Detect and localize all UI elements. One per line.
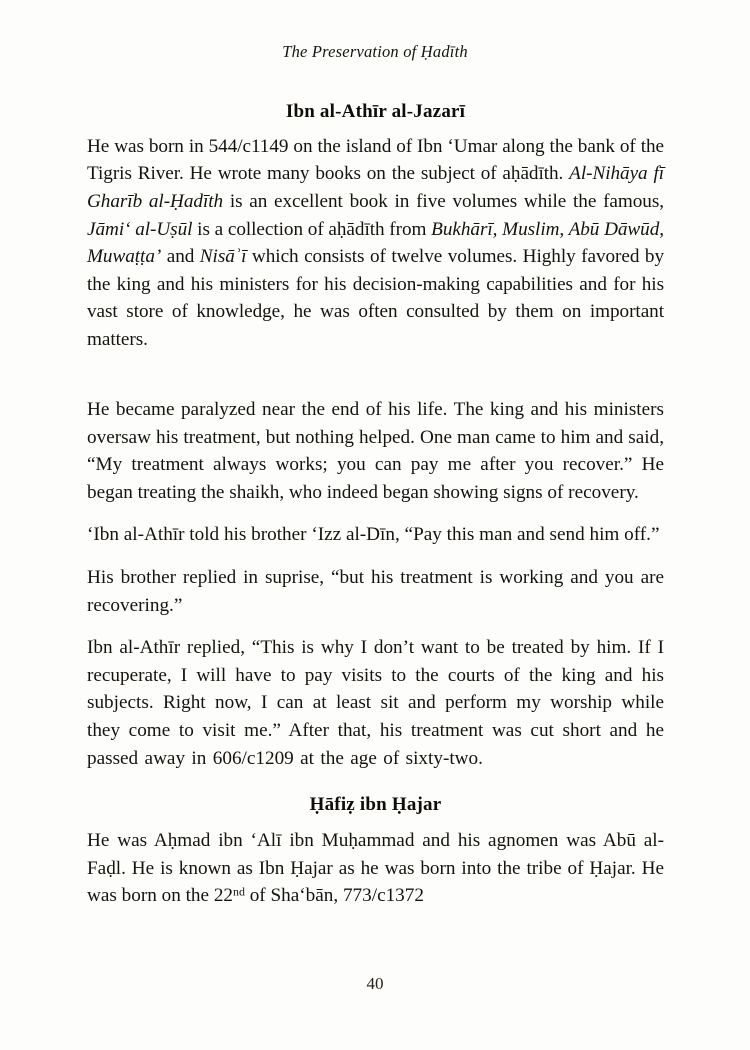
text-run: which consists of twelve volumes. Highly favored by the king and his ministers for his decision-making capabilities and for his vast store of knowledge, he was often consulted by them on important matters. (87, 246, 664, 350)
ordinal-suffix: nd (233, 884, 245, 899)
content-flow (87, 100, 664, 910)
italic-title: Bukhārī, Muslim, Abū Dāwūd, Muwaṭṭa’ (87, 218, 665, 268)
body-paragraph (87, 133, 664, 381)
text-run: He became paralyzed near the end of his life. The king and his ministers oversaw his treatment, but nothing helped. One man came to him and said, “My treatment always works; you can pay me after you recover.” He began treating the shaikh, who indeed began showing signs of recovery. (87, 399, 664, 503)
text-run: He was Aḥmad ibn ʻAlī ibn Muḥammad and his agnomen was Abū al-Faḍl. He is known as Ibn Ḥajar as he was born into the tribe of Ḥajar. He was born on the 22 (87, 829, 664, 907)
italic-title: Nisāʾī (199, 246, 247, 268)
text-run: His brother replied in suprise, “but his treatment is working and you are recovering.” (87, 567, 664, 616)
body-paragraph (87, 521, 664, 549)
body-paragraph (87, 564, 664, 619)
text-run: and (161, 246, 200, 268)
text-run: of Shaʻbān, 773/c1372 (244, 885, 424, 907)
italic-title: Jāmiʻ al-Uṣūl (87, 218, 193, 240)
text-run: He was born in 544/c1149 on the island of Ibn ʻUmar along the bank of the Tigris River. He wrote many books on the subject of aḥādīth. (87, 135, 664, 185)
italic-title: Al-Nihāya fī Gharīb al-Ḥadīth (87, 163, 665, 212)
page-text-block (87, 100, 664, 910)
section-heading: Ibn al-Athīr al-Jazarī (285, 101, 466, 122)
body-paragraph (87, 396, 664, 506)
body-paragraph (87, 634, 664, 772)
text-run: is an excellent book in five volumes while the famous, (223, 190, 664, 212)
body-paragraph (87, 827, 664, 910)
text-run: Ibn al-Athīr replied, “This is why I don’t want to be treated by him. If I recuperate, I will have to pay visits to the courts of the king and his subjects. Right now, I can at least sit and perform my worship while they come to visit me.” After that, his treatment was cut short and he passed away in 606/c1209 at the age of sixty-two. (87, 637, 664, 769)
running-header: The Preservation of Ḥadīth (282, 42, 468, 61)
text-run: is a collection of aḥādīth from (192, 218, 432, 240)
section-heading: Ḥāfiẓ ibn Ḥajar (309, 794, 442, 816)
text-run: ʻIbn al-Athīr told his brother ʻIzz al-Dīn, “Pay this man and send him off.” (87, 524, 660, 546)
page-number: 40 (366, 974, 384, 993)
